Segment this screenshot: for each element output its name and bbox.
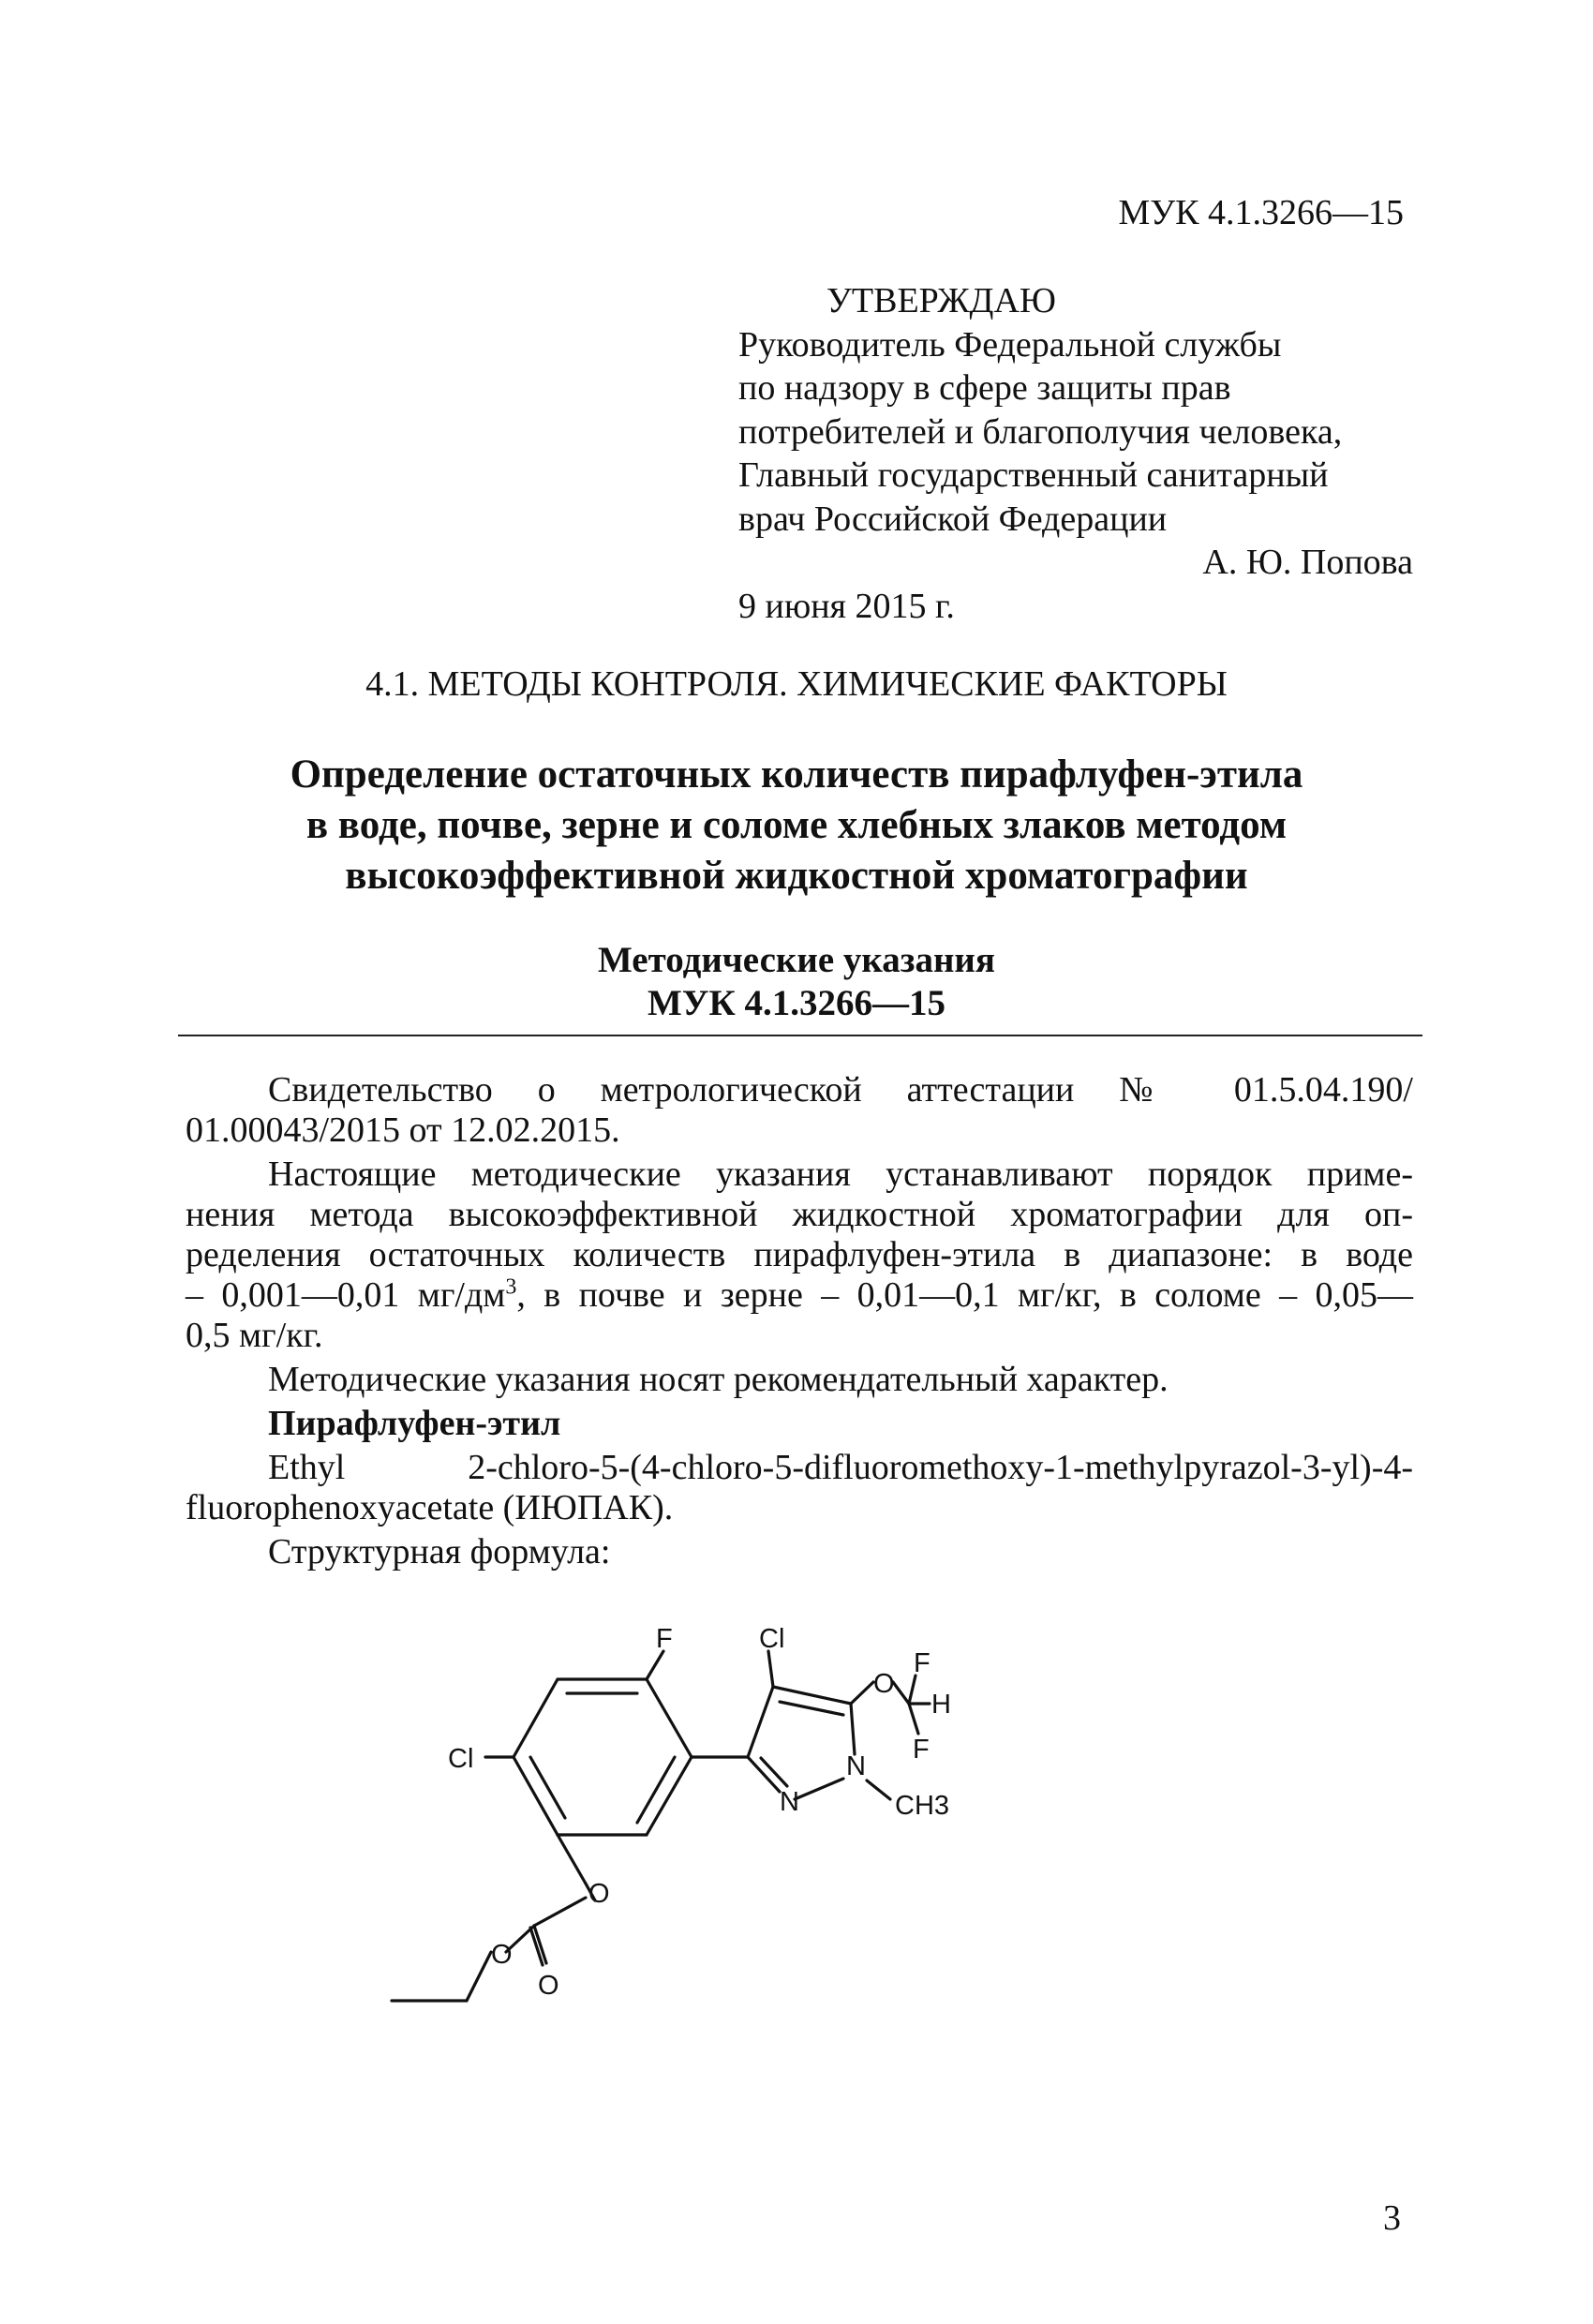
title-line: Определение остаточных количеств пирафлуфен-этила: [290, 752, 1303, 797]
certificate-line: 01.00043/2015 от 12.02.2015.: [186, 1110, 620, 1150]
iupac-name-line: fluorophenoxyacetate (ИЮПАК).: [186, 1488, 674, 1527]
range-soil-grain-straw: , в почве и зерне – 0,01—0,1 мг/кг, в соломе – 0,05—: [516, 1275, 1413, 1315]
atom-label: F: [914, 1648, 930, 1678]
approval-line: по надзору в сфере защиты прав: [738, 368, 1231, 408]
approval-signatory: А. Ю. Попова: [1202, 543, 1413, 582]
title-line: высокоэффективной жидкостной хроматографии: [345, 854, 1248, 898]
page-number: 3: [1383, 2198, 1401, 2238]
document-subtitle: [0, 939, 1593, 1025]
scope-line: Настоящие методические указания устанавливают порядок приме-: [268, 1155, 1413, 1194]
atom-label: O: [873, 1669, 895, 1699]
document-code: МУК 4.1.3266—15: [1118, 193, 1404, 232]
scope-line: 0,5 мг/кг.: [186, 1316, 323, 1355]
subtitle-line: Методические указания: [597, 940, 995, 980]
atom-label: CH3: [895, 1791, 950, 1821]
approval-line: Руководитель Федеральной службы: [738, 324, 1282, 365]
compound-name: Пирафлуфен-этил: [268, 1404, 561, 1443]
nature-note: Методические указания носят рекомендательный характер.: [268, 1360, 1169, 1399]
structural-formula: [375, 1593, 1218, 2024]
atom-label: Cl: [448, 1744, 474, 1774]
document-title: [0, 750, 1593, 901]
atom-label: N: [846, 1751, 866, 1781]
horizontal-divider: [178, 1035, 1422, 1036]
atom-label: N: [780, 1787, 799, 1817]
range-water: – 0,001—0,01 мг/дм: [186, 1275, 506, 1315]
section-heading: 4.1. МЕТОДЫ КОНТРОЛЯ. ХИМИЧЕСКИЕ ФАКТОРЫ: [365, 664, 1228, 704]
approval-line: врач Российской Федерации: [738, 499, 1168, 539]
approval-date: 9 июня 2015 г.: [738, 586, 955, 626]
scope-line: ределения остаточных количеств пирафлуфен-этила в диапазоне: в воде: [186, 1235, 1413, 1274]
approval-heading: УТВЕРЖДАЮ: [826, 281, 1056, 320]
certificate-line: Свидетельство о метрологической аттестации № 01.5.04.190/: [268, 1070, 1413, 1110]
atom-label: F: [656, 1624, 673, 1654]
atom-label: F: [913, 1735, 930, 1765]
title-line: в воде, почве, зерне и соломе хлебных злаков методом: [305, 803, 1288, 847]
approval-line: потребителей и благополучия человека,: [738, 411, 1343, 452]
iupac-name-line: Ethyl 2-chloro-5-(4-chloro-5-difluoromethoxy-1-methylpyrazol-3-yl)-4-: [268, 1448, 1413, 1487]
structure-label: Структурная формула:: [268, 1532, 611, 1572]
approval-block: [738, 279, 1413, 628]
atom-label: O: [491, 1940, 513, 1970]
atom-label: H: [931, 1690, 951, 1720]
atom-label: Cl: [759, 1624, 785, 1654]
atom-label: O: [588, 1879, 610, 1909]
scope-line: нения метода высокоэффективной жидкостной хроматографии для оп-: [186, 1195, 1413, 1234]
unit-superscript: 3: [505, 1274, 517, 1300]
document-body: [186, 1070, 1413, 1572]
subtitle-code: МУК 4.1.3266—15: [648, 983, 945, 1023]
atom-label: O: [538, 1971, 559, 2001]
scope-line: [186, 1275, 1413, 1316]
approval-line: Главный государственный санитарный: [738, 455, 1329, 495]
